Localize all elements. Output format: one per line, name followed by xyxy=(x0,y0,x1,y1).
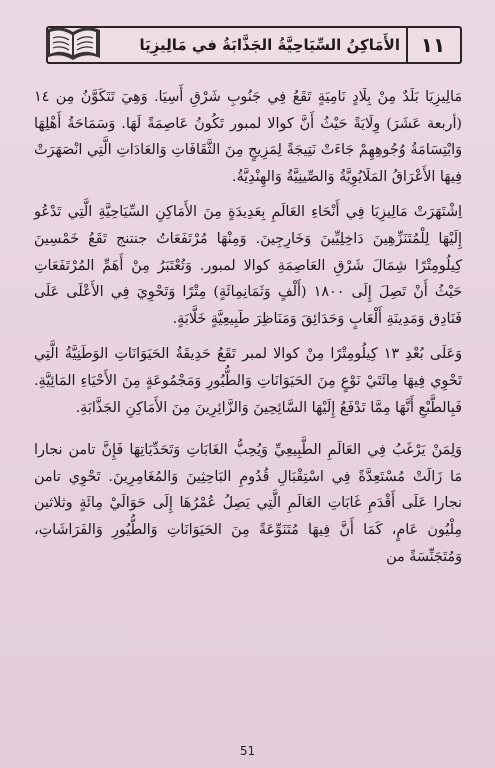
paragraph-3: وَعَلَى بُعْدِ ١٣ كِيلُومِتْرًا مِنْ كوالا لمبر تَقَعُ حَدِيقَةُ الحَيَوَانَاتِ الوَطَنِيَّةُ الَّتِي تَحْوِي فِيهَا مِائَتَيْ نَوْعٍ مِنَ الحَيَوَانَاتِ وَالطُّيُورِ وَمَجْمُوعَةٍ مِنَ الأَحْيَاءِ المَائِيَّةِ. فَبِالطَّبْعِ أَنَّهَا مِمَّا تَدْفَعُ إِلَيْهَا السَّائِحِينَ وَالزَّائِرِينَ مِنَ الأَمَاكِنِ الجَذَّابَةِ. xyxy=(34,346,462,416)
page-number: 51 xyxy=(239,744,256,758)
paragraph-4: وَلِمَنْ يَرْغَبُ فِي العَالَمِ الطَّبِيعِيِّ وَيُحِبُّ الغَابَاتِ وَتَحَدِّيَاتِهَا فَإِنَّ تامن نجارا مَا زَالَتْ مُسْتَعِدَّةً فِي اسْتِقْبَالِ قُدُومِ البَاحِثِينَ وَالمُغَامِرِينَ. تَحْوِي تامن نجارا عَلَى أَقْدَمِ غَابَاتِ العَالَمِ الَّتِي يَصِلُ عُمْرُهَا إِلَى حَوَالَيْ مِائَةٍ وثلاثين مِلْيُون عَامٍ، كَمَا أَنَّ فِيهَا مُتَنَوِّعَةً مِنَ الحَيَوَانَاتِ وَالطُّيُورِ وَالفَرَاشَاتِ، وَمُتَجَنِّسَةً من xyxy=(34,442,462,565)
lesson-title: الأَمَاكِنُ السِّيَاحِيَّةُ الجَذَّابَةُ في مَالِيزِيَا xyxy=(139,36,400,54)
paragraph-2: اِشْتَهَرَتْ مَالِيزِيَا فِي أَنْحَاءِ العَالَمِ بِعَدِيدَةٍ مِنَ الأَمَاكِنِ السِّيَاحِيَّةِ الَّتِي تَدْعُو إِلَيْهَا لِلْمُتَنَزِّهِينَ دَاخِلِيِّينَ وَخَارِجِينَ. وَمِنْهَا مُرْتَفَعَاتُ جنتنج تَقَعُ خَمْسِينَ كِيلُومِتْرًا شِمَالَ شَرْقِ العَاصِمَةِ كوالا لمبور. وَتُعْتَبَرُ مِنْ أَهَمِّ المُرْتَفَعَاتِ حَيْثُ أَنْ تَصِلَ إِلَى ١٨٠٠ (أَلْفٍ وَثَمَانِمِائَةٍ) مِتْرًا وَتَحْوِيَ فِي الأَعْلَى عَلَى فَنَادِق وَمَدِينَةِ أَلْعَابٍ وَحَدَائِقَ وَمَنَاظِرَ طَبِيعِيَّةٍ خَلَّابَةٍ. xyxy=(34,204,462,327)
lesson-title-box xyxy=(46,26,462,64)
lesson-header xyxy=(42,20,462,64)
open-book-icon xyxy=(42,20,104,64)
paragraph-1: مَالِيزِيَا بَلَدٌ مِنْ بِلَادٍ نَامِيَةٍ تَقَعُ فِي جَنُوبِ شَرْقِ أَسِيَا. وَهِيَ تَتَكَوَّنُ مِن ١٤ (أربعة عَشَرَ) وِلَايَةً حَيْثُ أَنَّ كوالا لمبور تَكُونُ عَاصِمَةً لَهَا. وَسَمَاحَةُ أَهْلِهَا وَابْتِسَامَةُ وُجُوهِهِمْ جَاءَتْ نَتِيجَةً لِمَزِيجٍ مِنَ الثَّقَافَاتِ وَالعَادَاتِ الَّتِي انْصَهَرَتْ فِيهَا الأَعْرَاقُ المَلَايُوِيَّةُ وَالصِّينِيَّةُ وَالهِنْدِيَّةُ. xyxy=(34,89,462,185)
lesson-number: ١١ xyxy=(406,28,458,62)
body-text xyxy=(34,84,462,570)
